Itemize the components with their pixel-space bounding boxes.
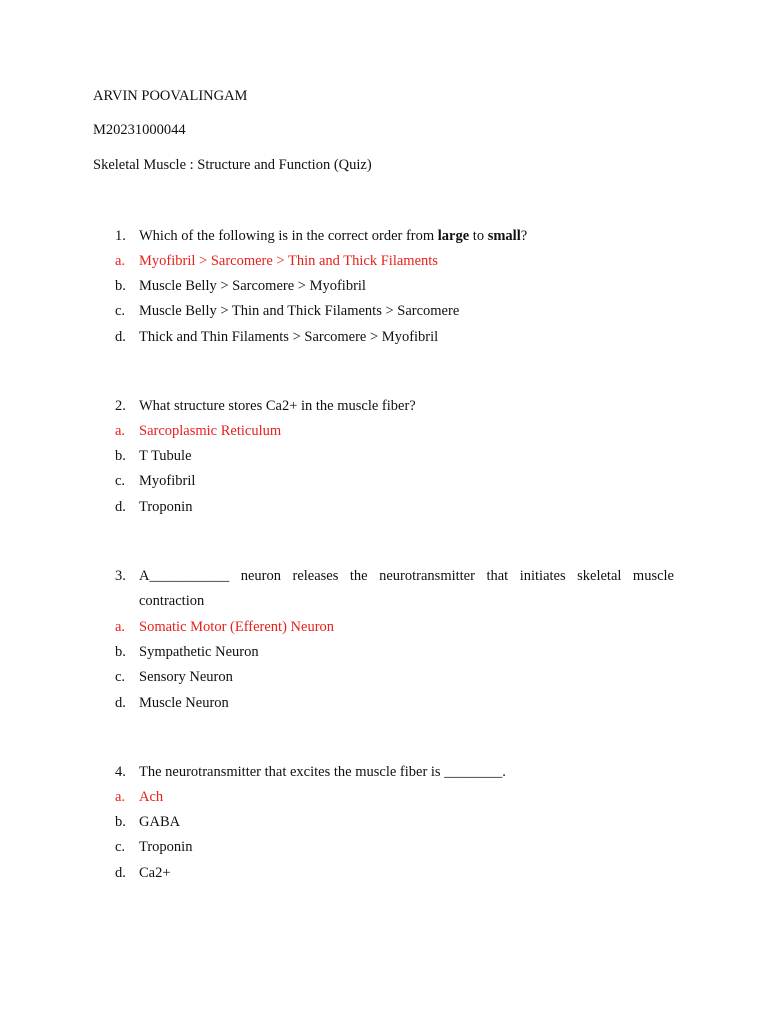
option-c <box>0 473 768 498</box>
option-text: Thick and Thin Filaments > Sarcomere > Myofibril <box>139 328 439 345</box>
question-3-stem <box>0 568 768 619</box>
option-text: GABA <box>139 814 181 831</box>
question-2-stem <box>0 398 768 423</box>
question-2 <box>0 398 768 524</box>
question-text-continued: contraction <box>139 593 205 609</box>
option-a-correct-answer <box>0 423 768 448</box>
question-text-fragment: ? <box>520 228 528 244</box>
question-number: 2. <box>115 398 126 414</box>
question-4 <box>0 764 768 890</box>
option-b <box>0 644 768 669</box>
option-b <box>0 814 768 839</box>
question-text <box>139 228 527 245</box>
question-number: 1. <box>115 228 126 244</box>
option-letter: b. <box>115 814 126 831</box>
option-a-correct-answer <box>0 619 768 644</box>
option-letter: a. <box>115 423 126 439</box>
option-letter: b. <box>115 448 126 465</box>
option-text: Muscle Neuron <box>139 694 229 711</box>
option-d <box>0 695 768 720</box>
emphasis-large: large <box>437 228 470 244</box>
question-1 <box>0 228 768 354</box>
question-text: What structure stores Ca2+ in the muscle fiber? <box>139 398 416 414</box>
student-id: M20231000044 <box>93 122 186 138</box>
option-letter: d. <box>115 694 126 711</box>
question-number: 4. <box>115 764 126 780</box>
option-text: Myofibril <box>139 473 196 490</box>
option-c <box>0 669 768 694</box>
question-text: A___________ neuron releases the neurotransmitter that initiates skeletal muscle <box>139 568 674 584</box>
option-letter: d. <box>115 328 126 345</box>
question-number: 3. <box>115 568 126 584</box>
option-letter: c. <box>115 473 126 490</box>
option-text: Myofibril > Sarcomere > Thin and Thick Filaments <box>139 253 438 269</box>
option-a-correct-answer <box>0 253 768 278</box>
question-4-stem <box>0 764 768 789</box>
quiz-title: Skeletal Muscle : Structure and Function (Quiz) <box>93 157 372 173</box>
question-3 <box>0 568 768 720</box>
option-text: Sympathetic Neuron <box>139 644 259 661</box>
option-text: Sarcoplasmic Reticulum <box>139 423 282 439</box>
option-text: T Tubule <box>139 448 192 465</box>
option-text: Troponin <box>139 839 193 856</box>
option-letter: b. <box>115 644 126 661</box>
student-name: ARVIN POOVALINGAM <box>93 88 248 104</box>
option-d <box>0 865 768 890</box>
option-c <box>0 303 768 328</box>
option-letter: d. <box>115 498 126 515</box>
option-text: Somatic Motor (Efferent) Neuron <box>139 619 335 635</box>
option-b <box>0 448 768 473</box>
option-b <box>0 278 768 303</box>
option-text: Sensory Neuron <box>139 669 233 686</box>
option-letter: a. <box>115 789 126 805</box>
option-text: Muscle Belly > Thin and Thick Filaments > Sarcomere <box>139 303 460 320</box>
option-text: Muscle Belly > Sarcomere > Myofibril <box>139 278 366 295</box>
question-text-fragment: Which of the following is in the correct order from <box>139 228 438 244</box>
option-c <box>0 839 768 864</box>
option-letter: b. <box>115 278 126 295</box>
option-letter: c. <box>115 669 126 686</box>
option-text: Troponin <box>139 498 193 515</box>
question-text-fragment: to <box>469 228 488 244</box>
option-text: Ca2+ <box>139 864 171 881</box>
option-letter: c. <box>115 303 126 320</box>
option-letter: c. <box>115 839 126 856</box>
question-text: The neurotransmitter that excites the muscle fiber is ________. <box>139 764 506 780</box>
option-text: Ach <box>139 789 164 805</box>
option-a-correct-answer <box>0 789 768 814</box>
option-d <box>0 329 768 354</box>
emphasis-small: small <box>487 228 521 244</box>
question-1-stem <box>0 228 768 253</box>
option-letter: a. <box>115 253 126 269</box>
option-letter: a. <box>115 619 126 635</box>
option-letter: d. <box>115 864 126 881</box>
option-d <box>0 499 768 524</box>
